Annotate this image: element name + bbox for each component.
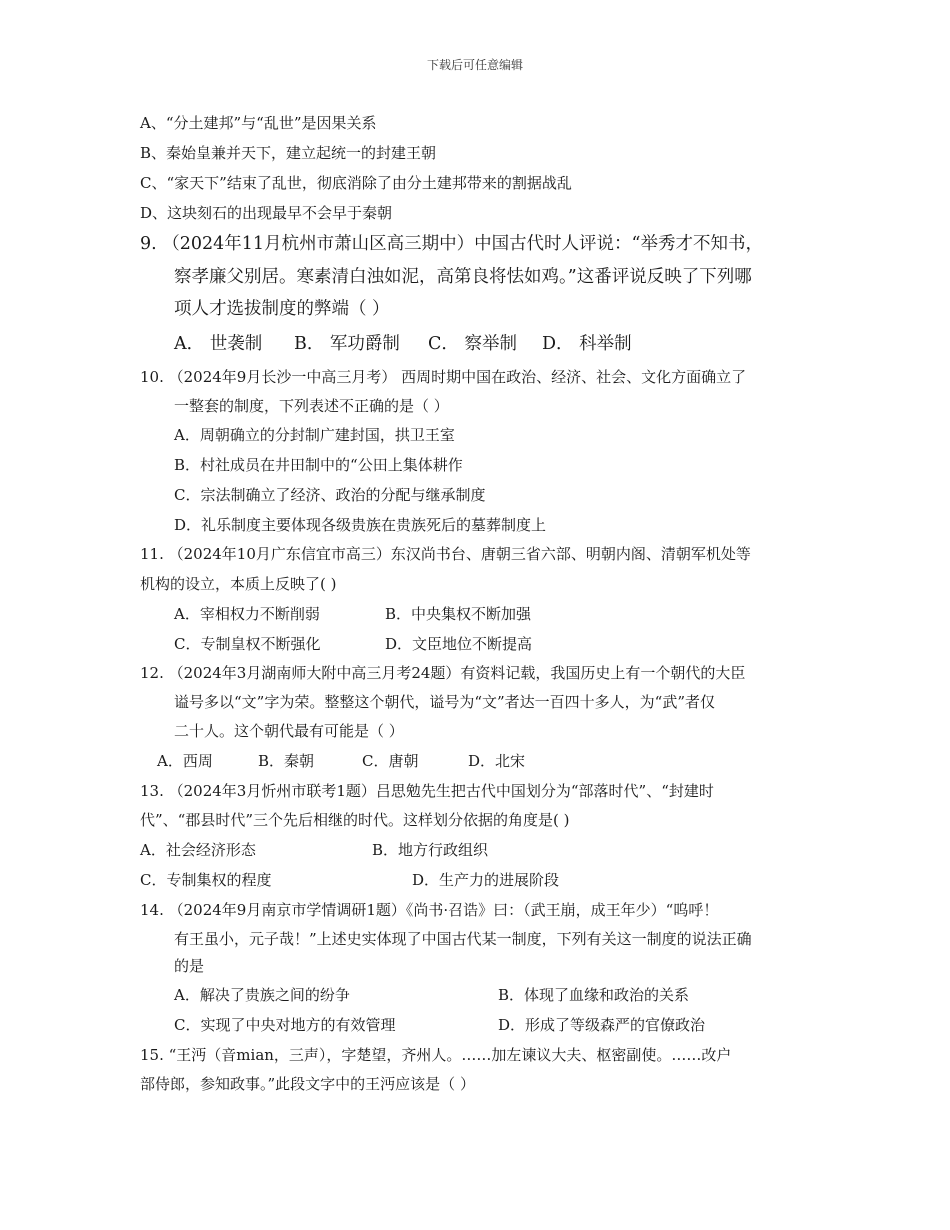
q8-option-a: A、“分土建邦”与“乱世”是因果关系	[140, 114, 377, 132]
q9-option-b: B． 军功爵制	[294, 334, 400, 354]
q12-option-a: A．西周	[157, 752, 213, 770]
q14-option-d: D．形成了等级森严的官僚政治	[498, 1016, 706, 1034]
q12-option-b: B．秦朝	[258, 752, 315, 770]
q12-stem-line-2: 谥号多以“文”字为荣。整整这个朝代，谥号为“文”者达一百四十多人，为“武”者仅	[174, 693, 716, 711]
q12-option-c: C．唐朝	[362, 752, 419, 770]
q15-stem-line-2: 部侍郎，参知政事。”此段文字中的王沔应该是（ ）	[140, 1075, 475, 1093]
q15-stem-line-1: 15. “王沔（音mian，三声），字楚望，齐州人。……加左谏议大夫、枢密副使。……改户	[140, 1046, 732, 1064]
q12-stem-line-3: 二十人。这个朝代最有可能是（ ）	[174, 722, 404, 740]
q9-option-a: A． 世袭制	[174, 334, 263, 354]
q10-option-b: B．村社成员在井田制中的“公田上集体耕作	[174, 456, 463, 474]
q11-option-d: D．文臣地位不断提高	[385, 635, 533, 653]
q11-stem-line-1: 11. （2024年10月广东信宜市高三）东汉尚书台、唐朝三省六部、明朝内阁、清朝军机处等	[140, 545, 751, 563]
q13-option-c: C．专制集权的程度	[140, 871, 272, 889]
q14-stem-line-1: 14. （2024年9月南京市学情调研1题）《尚书·召诰》曰：（武王崩，成王年少）“呜呼！	[140, 901, 719, 919]
q14-option-a: A．解决了贵族之间的纷争	[174, 986, 350, 1004]
q14-stem-line-3: 的是	[174, 957, 205, 975]
q9-option-c: C． 察举制	[428, 334, 517, 354]
q10-option-d: D．礼乐制度主要体现各级贵族在贵族死后的墓葬制度上	[174, 516, 547, 534]
q12-option-d: D．北宋	[468, 752, 526, 770]
q8-option-d: D、这块刻石的出现最早不会早于秦朝	[140, 204, 393, 222]
page-header: 下载后可任意编辑	[426, 58, 523, 72]
q14-option-c: C．实现了中央对地方的有效管理	[174, 1016, 396, 1034]
q14-stem-line-2: 有王虽小，元子哉！”上述史实体现了中国古代某一制度，下列有关这一制度的说法正确	[174, 930, 752, 948]
q8-option-c: C、“家天下”结束了乱世，彻底消除了由分土建邦带来的割据战乱	[140, 174, 572, 192]
q13-stem-line-2: 代”、“郡县时代”三个先后相继的时代。这样划分依据的角度是( )	[140, 811, 570, 829]
q14-option-b: B．体现了血缘和政治的关系	[498, 986, 690, 1004]
q10-option-c: C．宗法制确立了经济、政治的分配与继承制度	[174, 486, 486, 504]
q10-option-a: A．周朝确立的分封制广建封国，拱卫王室	[174, 426, 455, 444]
q13-option-b: B．地方行政组织	[372, 841, 489, 859]
q11-option-a: A．宰相权力不断削弱	[174, 605, 320, 623]
q11-stem-line-2: 机构的设立，本质上反映了( )	[140, 575, 337, 593]
q10-stem-line-1: 10. （2024年9月长沙一中高三月考） 西周时期中国在政治、经济、社会、文化方面确立了	[140, 368, 747, 386]
q13-option-d: D．生产力的进展阶段	[412, 871, 560, 889]
q9-stem-line-2: 察孝廉父别居。寒素清白浊如泥，高第良将怯如鸡。”这番评说反映了下列哪	[174, 267, 752, 287]
q13-stem-line-1: 13. （2024年3月忻州市联考1题）吕思勉先生把古代中国划分为“部落时代”、“封建时	[140, 782, 714, 800]
q9-stem-line-3: 项人才选拔制度的弊端（ ）	[174, 299, 390, 319]
q9-option-d: D． 科举制	[542, 334, 632, 354]
q8-option-b: B、秦始皇兼并天下，建立起统一的封建王朝	[140, 144, 437, 162]
q13-option-a: A．社会经济形态	[140, 841, 256, 859]
q9-stem-line-1: 9. （2024年11月杭州市萧山区高三期中）中国古代时人评说：“举秀才不知书，	[140, 234, 764, 254]
q12-stem-line-1: 12. （2024年3月湖南师大附中高三月考24题）有资料记载，我国历史上有一个朝代的大臣	[140, 664, 746, 682]
q11-option-c: C．专制皇权不断强化	[174, 635, 321, 653]
q10-stem-line-2: 一整套的制度，下列表述不正确的是（ ）	[174, 397, 449, 415]
q11-option-b: B．中央集权不断加强	[385, 605, 532, 623]
